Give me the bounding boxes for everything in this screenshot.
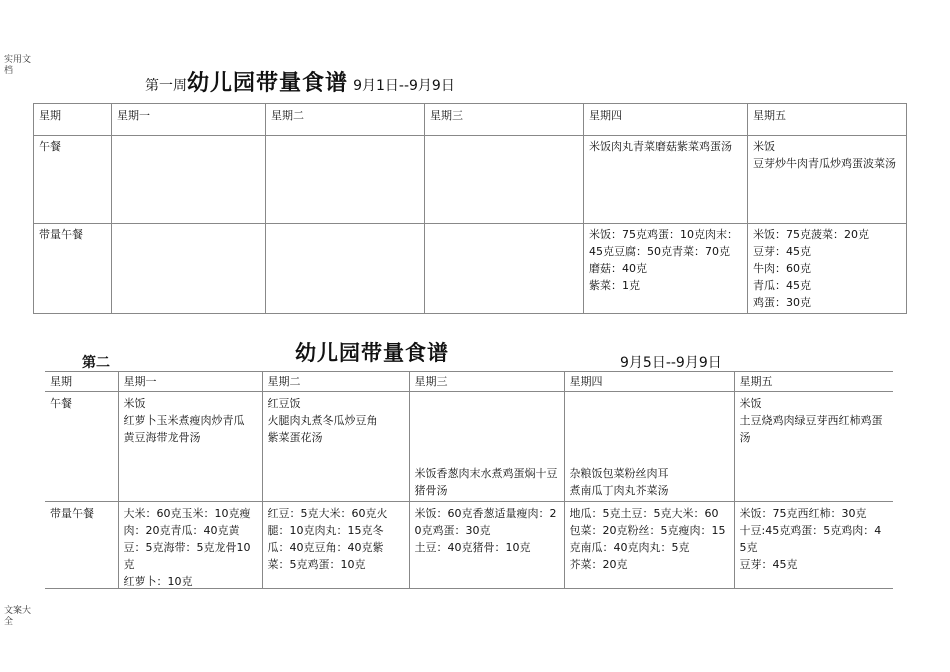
menu-cell <box>118 392 262 502</box>
portion-cell <box>409 502 564 589</box>
menu-cell <box>262 392 409 502</box>
menu-line: 米饭 <box>123 397 146 410</box>
menu-line: 米饭 <box>753 140 775 153</box>
header-cell: 星期二 <box>262 372 409 392</box>
portion-line: 磨菇：40克 <box>589 262 647 275</box>
portion-cell-clip <box>415 505 559 586</box>
header-cell: 星期三 <box>425 104 584 136</box>
table-header-row <box>34 104 907 136</box>
portion-cell <box>564 502 734 589</box>
row-label: 带量午餐 <box>34 224 112 314</box>
header-cell: 星期二 <box>266 104 425 136</box>
menu-line: 红豆饭 <box>267 397 301 410</box>
portion-cell <box>118 502 262 589</box>
portion-line: 大米：60克玉米：10克瘦肉：20克青瓜：40克黄豆：5克海带：5克龙骨10克 <box>123 507 251 571</box>
portion-line: 牛肉：60克 <box>753 262 811 275</box>
table-row <box>45 392 893 502</box>
menu-cell <box>734 392 893 502</box>
portion-line: 十豆:45克鸡蛋：5克鸡肉：45克 <box>739 524 882 554</box>
portion-cell-clip <box>570 505 729 586</box>
menu-line: 杂粮饭包菜粉丝肉耳 <box>569 467 669 480</box>
menu-line: 米饭香葱肉末水煮鸡蛋焖十豆猪骨汤 <box>414 467 558 497</box>
portion-cell <box>425 224 584 314</box>
header-cell: 星期 <box>45 372 118 392</box>
header-cell: 星期四 <box>584 104 748 136</box>
header-cell: 星期 <box>34 104 112 136</box>
menu-cell <box>266 136 425 224</box>
menu-cell <box>409 392 564 502</box>
menu-line: 黄豆海带龙骨汤 <box>123 431 201 444</box>
week1-title-prefix: 第一周 <box>145 78 187 94</box>
table-row <box>34 224 907 314</box>
menu-cell <box>425 136 584 224</box>
row-label: 午餐 <box>45 392 118 502</box>
menu-line: 土豆烧鸡肉绿豆芽西红柿鸡蛋汤 <box>739 414 883 444</box>
portion-line: 青瓜：45克 <box>753 279 811 292</box>
portion-line: 鸡蛋：30克 <box>753 296 811 309</box>
header-cell: 星期三 <box>409 372 564 392</box>
footer-corner-note: 文案大全 <box>4 606 32 627</box>
portion-cell <box>734 502 893 589</box>
portion-line: 米饭：75克菠菜：20克 <box>753 228 869 241</box>
table-row <box>45 502 893 589</box>
week2-menu-table <box>45 371 893 589</box>
row-label: 午餐 <box>34 136 112 224</box>
menu-line: 火腿肉丸煮冬瓜炒豆角 <box>267 414 378 427</box>
portion-line: 豆芽：45克 <box>753 245 811 258</box>
portion-line: 芥菜：20克 <box>569 558 628 571</box>
menu-cell <box>564 392 734 502</box>
week2-title-date: 9月5日--9月9日 <box>620 355 722 371</box>
menu-cell <box>748 136 907 224</box>
portion-cell <box>584 224 748 314</box>
portion-line: 紫菜：1克 <box>589 279 640 292</box>
week2-title-prefix: 第二 <box>82 355 110 371</box>
portion-line: 米饭：60克香葱适量瘦肉：20克鸡蛋：30克 <box>414 507 557 537</box>
header-cell: 星期五 <box>734 372 893 392</box>
portion-cell <box>266 224 425 314</box>
week1-title <box>145 66 455 97</box>
portion-line: 红豆：5克大米：60克火腿：10克肉丸：15克冬瓜：40克豆角：40克紫菜：5克鸡蛋：10克 <box>267 507 388 571</box>
menu-line: 红萝卜玉米煮瘦肉炒青瓜 <box>123 414 245 427</box>
portion-line: 地瓜：5克土豆：5克大米：60包菜：20克粉丝：5克瘦肉：15克南瓜：40克肉丸：5克 <box>569 507 726 554</box>
menu-cell <box>584 136 748 224</box>
portion-line: 米饭：75克鸡蛋：10克肉末：45克豆腐：50克青菜：70克 <box>589 228 738 258</box>
portion-cell-clip <box>740 505 889 586</box>
menu-line: 米饭肉丸青菜磨菇紫菜鸡蛋汤 <box>589 140 732 153</box>
portion-line: 米饭：75克西红柿：30克 <box>739 507 867 520</box>
week1-title-main: 幼儿园带量食谱 <box>187 71 349 96</box>
portion-line: 土豆：40克猪骨：10克 <box>414 541 531 554</box>
table-row <box>34 136 907 224</box>
portion-line: 红萝卜：10克 <box>123 575 193 586</box>
menu-line: 豆芽炒牛肉青瓜炒鸡蛋波菜汤 <box>753 157 896 170</box>
portion-cell <box>112 224 266 314</box>
week1-title-date: 9月1日--9月9日 <box>353 78 455 94</box>
menu-line: 紫菜蛋花汤 <box>267 431 323 444</box>
menu-line: 煮南瓜丁肉丸芥菜汤 <box>569 484 669 497</box>
header-cell: 星期一 <box>112 104 266 136</box>
portion-cell <box>748 224 907 314</box>
portion-cell-clip <box>124 505 257 586</box>
portion-cell <box>262 502 409 589</box>
portion-cell-clip <box>268 505 404 586</box>
menu-cell <box>112 136 266 224</box>
week2-title-main: 幼儿园带量食谱 <box>295 341 449 365</box>
row-label: 带量午餐 <box>45 502 118 589</box>
week1-menu-table <box>33 103 907 314</box>
portion-line: 豆芽：45克 <box>739 558 798 571</box>
header-cell: 星期一 <box>118 372 262 392</box>
table-header-row <box>45 372 893 392</box>
header-cell: 星期四 <box>564 372 734 392</box>
header-cell: 星期五 <box>748 104 907 136</box>
menu-line: 米饭 <box>739 397 762 410</box>
header-corner-note: 实用文档 <box>4 55 32 76</box>
